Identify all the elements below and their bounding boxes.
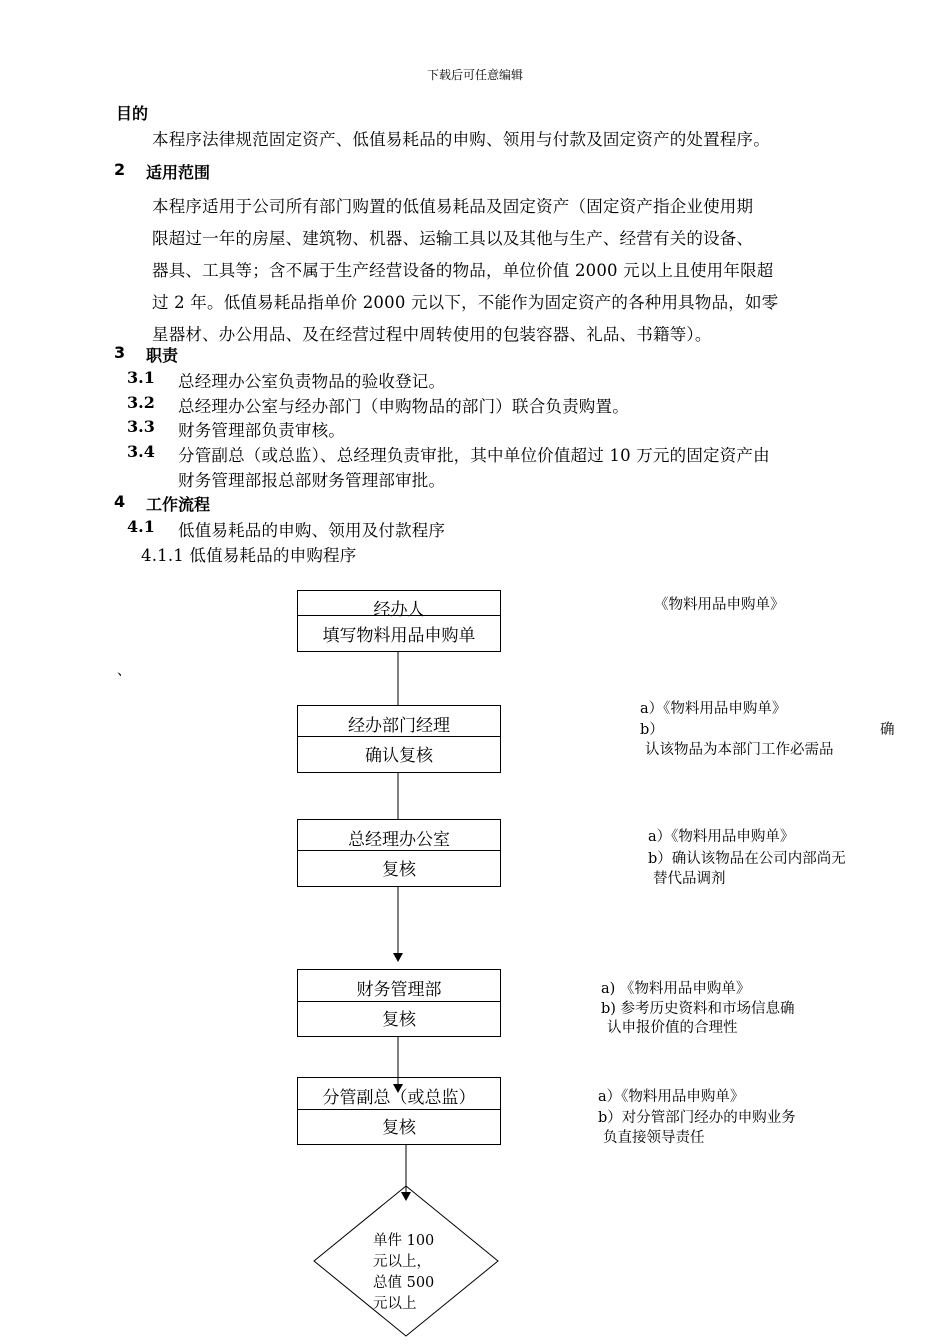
section-1-body: 本程序法律规范固定资产、低值易耗品的申购、领用与付款及固定资产的处置程序。 (152, 130, 770, 149)
section-2-line-3: 器具、工具等；含不属于生产经营设备的物品，单位价值 2000 元以上且使用年限超 (152, 261, 774, 280)
note-4-c: 认申报价值的合理性 (607, 1020, 738, 1036)
item-4-1-1-heading: 4.1.1 低值易耗品的申购程序 (141, 546, 357, 565)
note-3-c: 替代品调剂 (653, 871, 726, 887)
flow-box-gm-office (297, 819, 501, 887)
stray-mark: 、 (117, 663, 131, 679)
decision-line-1: 单件 100 (373, 1233, 435, 1249)
section-2-line-5: 星器材、办公用品、及在经营过程中周转使用的包装容器、礼品、书籍等）。 (152, 325, 712, 344)
item-3-1-text: 总经理办公室负责物品的验收登记。 (178, 372, 446, 391)
item-3-4-text-cont: 财务管理部报总部财务管理部审批。 (178, 471, 446, 490)
item-4-1-text: 低值易耗品的申购、领用及付款程序 (178, 521, 446, 540)
item-3-3-number: 3.3 (127, 417, 155, 436)
section-1-title: 目的 (116, 104, 149, 123)
flow-box-finance-bottom: 复核 (382, 1010, 416, 1030)
flow-box-vp (297, 1077, 501, 1145)
note-2-c: 认该物品为本部门工作必需品 (645, 742, 834, 758)
flow-box-gm-office-bottom: 复核 (382, 860, 416, 880)
section-2-title: 适用范围 (146, 163, 211, 182)
flow-box-finance (297, 969, 501, 1037)
decision-text (373, 1231, 434, 1315)
section-2-line-4: 过 2 年。低值易耗品指单价 2000 元以下，不能作为固定资产的各种用具物品，如零 (152, 293, 779, 312)
arrowhead-5-decision (401, 1192, 411, 1201)
flow-box-dept-manager-top: 经办部门经理 (348, 716, 450, 736)
flow-box-gm-office-top: 总经理办公室 (348, 830, 450, 850)
decision-line-4: 元以上 (373, 1296, 417, 1312)
item-3-4-number: 3.4 (127, 442, 155, 461)
note-3-a: a）《物料用品申购单》 (648, 829, 795, 845)
item-4-1-number: 4.1 (127, 517, 155, 536)
decision-line-3: 总值 500 (373, 1275, 435, 1291)
note-4-b: b) 参考历史资料和市场信息确 (601, 1001, 795, 1017)
section-3-title: 职责 (146, 346, 179, 365)
item-3-4-text: 分管副总（或总监）、总经理负责审批，其中单位价值超过 10 万元的固定资产由 (178, 446, 770, 465)
flow-box-handler (297, 590, 501, 652)
note-5-b: b）对分管部门经办的申购业务 (598, 1110, 796, 1126)
section-2-line-1: 本程序适用于公司所有部门购置的低值易耗品及固定资产（固定资产指企业使用期 (152, 197, 754, 216)
arrowhead-3-4 (393, 953, 403, 962)
flow-box-finance-top: 财务管理部 (356, 980, 442, 1000)
note-3-b: b）确认该物品在公司内部尚无 (648, 851, 846, 867)
note-2-b-tail: 确 (880, 722, 895, 738)
item-3-2-number: 3.2 (127, 393, 155, 412)
flow-box-dept-manager (297, 705, 501, 773)
item-3-3-text: 财务管理部负责审核。 (178, 421, 345, 440)
section-4-number: 4 (114, 492, 126, 511)
section-2-line-2: 限超过一年的房屋、建筑物、机器、运输工具以及其他与生产、经营有关的设备、 (152, 229, 754, 248)
flow-box-handler-top: 经办人 (373, 600, 425, 620)
flow-box-dept-manager-bottom: 确认复核 (365, 746, 433, 766)
flow-box-vp-bottom: 复核 (382, 1118, 416, 1138)
note-4-a: a) 《物料用品申购单》 (601, 981, 751, 997)
item-3-1-number: 3.1 (127, 368, 155, 387)
note-1: 《物料用品申购单》 (654, 597, 785, 613)
flow-box-handler-bottom: 填写物料用品申购单 (322, 626, 476, 646)
note-2-a: a）《物料用品申购单》 (640, 701, 787, 717)
note-2-b: b） (640, 722, 664, 738)
section-4-title: 工作流程 (146, 495, 211, 514)
page-header: 下载后可任意编辑 (426, 68, 523, 82)
section-2-number: 2 (114, 160, 126, 179)
item-3-2-text: 总经理办公室与经办部门（申购物品的部门）联合负责购置。 (178, 397, 629, 416)
flow-box-vp-top: 分管副总（或总监） (322, 1088, 476, 1108)
section-3-number: 3 (114, 343, 126, 362)
decision-line-2: 元以上， (373, 1254, 431, 1270)
note-5-a: a）《物料用品申购单》 (598, 1089, 745, 1105)
note-5-c: 负直接领导责任 (603, 1130, 705, 1146)
